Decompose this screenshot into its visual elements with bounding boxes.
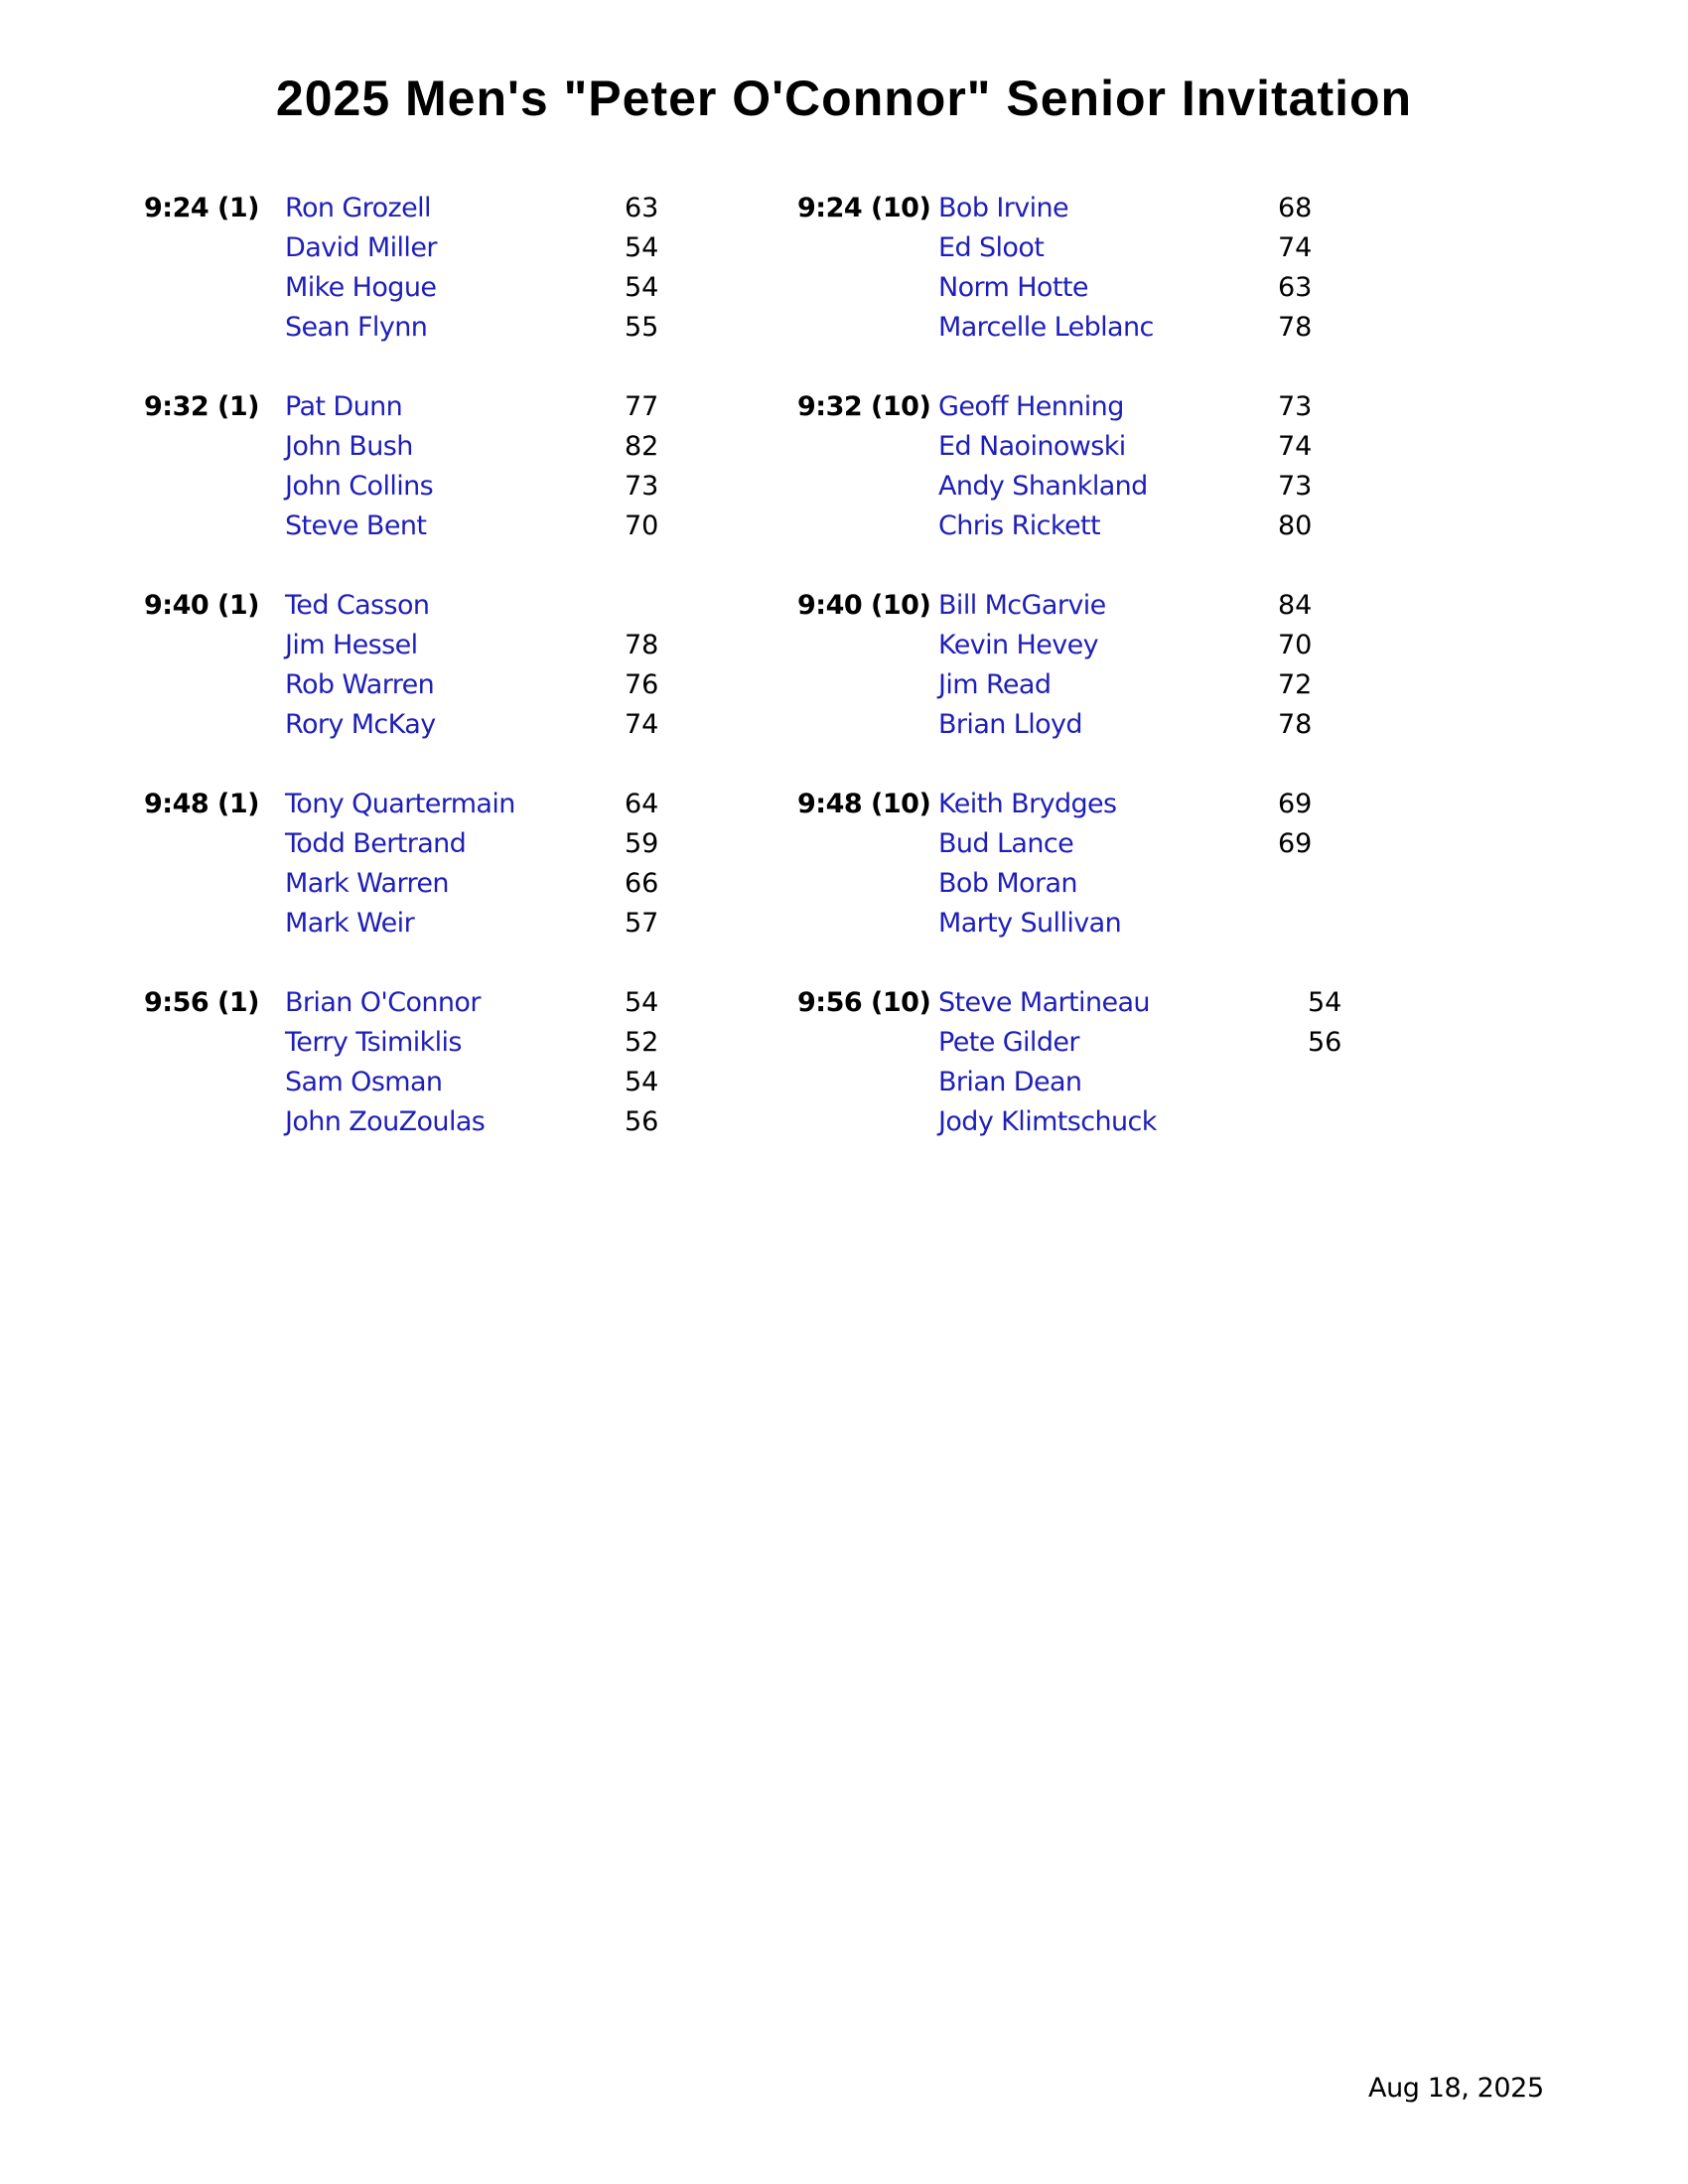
player-row (797, 904, 1353, 944)
tee-time: 9:48 (1) (144, 789, 260, 819)
tee-group (144, 586, 740, 755)
player-row (797, 1023, 1353, 1063)
player-name: Marcelle Leblanc (938, 312, 1154, 343)
player-name: John Bush (285, 431, 413, 462)
player-score: 59 (625, 828, 659, 859)
tee-time: 9:48 (10) (797, 789, 931, 819)
player-score: 78 (1278, 312, 1313, 343)
player-row (144, 864, 700, 904)
document-date: Aug 18, 2025 (1368, 2073, 1544, 2104)
player-row (144, 586, 700, 626)
tee-time: 9:40 (1) (144, 590, 260, 621)
player-name: Brian Lloyd (938, 709, 1082, 740)
player-name: Pete Gilder (938, 1027, 1079, 1058)
player-row (144, 626, 700, 665)
player-score: 54 (625, 987, 659, 1018)
player-score: 72 (1278, 669, 1313, 700)
player-name: Jim Hessel (285, 630, 418, 660)
tee-group (144, 785, 740, 953)
tee-time: 9:24 (10) (797, 193, 931, 223)
player-row (797, 665, 1353, 705)
player-name: Marty Sullivan (938, 908, 1122, 939)
player-name: Mark Weir (285, 908, 415, 939)
player-name: Terry Tsimiklis (285, 1027, 462, 1058)
tee-group (797, 586, 1393, 755)
player-score: 64 (625, 789, 659, 819)
player-score: 73 (625, 471, 659, 502)
player-score: 56 (625, 1106, 659, 1137)
player-row (144, 268, 700, 308)
tee-group (797, 387, 1393, 556)
player-name: Tony Quartermain (285, 789, 515, 819)
player-name: Ed Naoinowski (938, 431, 1126, 462)
player-name: Kevin Hevey (938, 630, 1099, 660)
player-name: Bud Lance (938, 828, 1074, 859)
player-row (797, 228, 1353, 268)
player-row (144, 387, 700, 427)
player-score: 56 (1308, 1027, 1342, 1058)
player-row (144, 507, 700, 546)
player-row (797, 507, 1353, 546)
player-row (797, 824, 1353, 864)
player-score: 68 (1278, 193, 1313, 223)
player-score: 52 (625, 1027, 659, 1058)
player-name: John Collins (285, 471, 434, 502)
player-score: 57 (625, 908, 659, 939)
player-name: Sean Flynn (285, 312, 428, 343)
tee-time: 9:32 (1) (144, 391, 260, 422)
player-row (797, 1063, 1353, 1102)
player-row (144, 785, 700, 824)
player-name: Sam Osman (285, 1067, 443, 1097)
player-name: Ed Sloot (938, 232, 1045, 263)
player-score: 63 (625, 193, 659, 223)
player-name: Jody Klimtschuck (938, 1106, 1157, 1137)
player-score: 76 (625, 669, 659, 700)
player-score: 77 (625, 391, 659, 422)
player-name: David Miller (285, 232, 437, 263)
player-row (797, 983, 1353, 1023)
player-row (797, 705, 1353, 745)
player-score: 74 (1278, 232, 1313, 263)
player-name: Mike Hogue (285, 272, 437, 303)
player-name: Rory McKay (285, 709, 436, 740)
player-score: 55 (625, 312, 659, 343)
tee-time: 9:32 (10) (797, 391, 931, 422)
tee-group (144, 189, 740, 358)
player-row (797, 308, 1353, 348)
tee-time: 9:40 (10) (797, 590, 931, 621)
player-row (797, 626, 1353, 665)
player-row (144, 705, 700, 745)
player-name: Steve Bent (285, 510, 427, 541)
tee-group (144, 983, 740, 1152)
player-score: 73 (1278, 471, 1313, 502)
player-row (144, 308, 700, 348)
player-score: 69 (1278, 789, 1313, 819)
player-name: Brian O'Connor (285, 987, 481, 1018)
player-score: 54 (1308, 987, 1342, 1018)
player-row (144, 189, 700, 228)
player-row (144, 904, 700, 944)
player-score: 78 (1278, 709, 1313, 740)
player-row (797, 864, 1353, 904)
player-name: Geoff Henning (938, 391, 1124, 422)
player-name: Ted Casson (285, 590, 430, 621)
player-name: Ron Grozell (285, 193, 431, 223)
player-row (797, 586, 1353, 626)
player-score: 54 (625, 272, 659, 303)
player-score: 78 (625, 630, 659, 660)
player-name: Bob Irvine (938, 193, 1069, 223)
player-score: 63 (1278, 272, 1313, 303)
page-title: 2025 Men's "Peter O'Connor" Senior Invitation (275, 71, 1413, 126)
player-score: 66 (625, 868, 659, 899)
player-score: 74 (625, 709, 659, 740)
player-row (797, 1102, 1353, 1142)
player-name: Norm Hotte (938, 272, 1088, 303)
player-name: Brian Dean (938, 1067, 1082, 1097)
tee-group (797, 785, 1393, 953)
player-row (144, 427, 700, 467)
player-name: Bob Moran (938, 868, 1077, 899)
player-name: Chris Rickett (938, 510, 1100, 541)
player-row (797, 785, 1353, 824)
player-row (144, 665, 700, 705)
tee-time: 9:56 (10) (797, 987, 931, 1018)
player-row (797, 387, 1353, 427)
player-row (797, 268, 1353, 308)
player-row (144, 824, 700, 864)
tee-group (144, 387, 740, 556)
player-score: 54 (625, 232, 659, 263)
player-row (144, 1063, 700, 1102)
player-row (797, 189, 1353, 228)
player-score: 84 (1278, 590, 1313, 621)
player-score: 69 (1278, 828, 1313, 859)
player-row (144, 1023, 700, 1063)
player-name: Keith Brydges (938, 789, 1117, 819)
tee-time: 9:56 (1) (144, 987, 260, 1018)
player-score: 70 (1278, 630, 1313, 660)
player-score: 80 (1278, 510, 1313, 541)
player-score: 70 (625, 510, 659, 541)
player-name: Steve Martineau (938, 987, 1150, 1018)
player-name: Rob Warren (285, 669, 435, 700)
player-name: Mark Warren (285, 868, 449, 899)
player-row (797, 467, 1353, 507)
tee-group (797, 189, 1393, 358)
player-row (797, 427, 1353, 467)
player-row (144, 467, 700, 507)
tee-group (797, 983, 1393, 1152)
tee-time: 9:24 (1) (144, 193, 260, 223)
player-name: John ZouZoulas (285, 1106, 486, 1137)
player-name: Andy Shankland (938, 471, 1148, 502)
player-name: Pat Dunn (285, 391, 403, 422)
player-score: 54 (625, 1067, 659, 1097)
player-name: Todd Bertrand (285, 828, 467, 859)
player-score: 73 (1278, 391, 1313, 422)
player-score: 82 (625, 431, 659, 462)
player-row (144, 228, 700, 268)
player-name: Jim Read (938, 669, 1052, 700)
player-row (144, 1102, 700, 1142)
player-name: Bill McGarvie (938, 590, 1106, 621)
player-row (144, 983, 700, 1023)
player-score: 74 (1278, 431, 1313, 462)
